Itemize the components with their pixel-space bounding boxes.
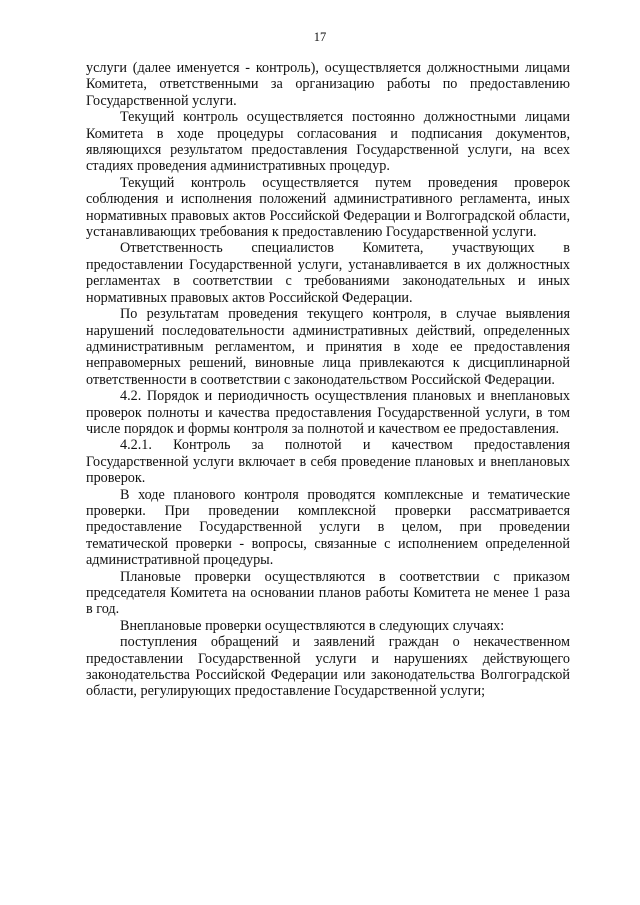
- paragraph: Ответственность специалистов Комитета, участвующих в предоставлении Государственной услуги, устанавливается в их должностных регламентах в соответствии с требованиями законодательных и иных нормативных правовых актов Российской Федерации.: [86, 240, 570, 306]
- paragraph: Текущий контроль осуществляется постоянно должностными лицами Комитета в ходе процедуры согласования и подписания документов, являющихся результатом предоставления Государственной услуги, на всех стадиях проведения административных процедур.: [86, 109, 570, 175]
- paragraph: Внеплановые проверки осуществляются в следующих случаях:: [120, 617, 505, 634]
- paragraph: В ходе планового контроля проводятся комплексные и тематические проверки. При проведении комплексной проверки рассматривается предоставление Государственной услуги в целом, при проведении тематической проверки - вопросы, связанные с исполнением определенной административной процедуры.: [86, 486, 570, 569]
- paragraph: По результатам проведения текущего контроля, в случае выявления нарушений последовательности административных действий, определенных административным регламентом, и принятия в ходе ее предоставления неправомерных решений, виновные лица привлекаются к дисциплинарной ответственности в соответствии с законодательством Российской Федерации.: [86, 306, 570, 388]
- paragraph: Текущий контроль осуществляется путем проведения проверок соблюдения и исполнения положений административного регламента, иных нормативных правовых актов Российской Федерации и Волгоградской области, устанавливающих требования к предоставлению Государственной услуги.: [86, 174, 570, 241]
- page-number: 17: [313, 30, 327, 44]
- body-text: [86, 60, 570, 700]
- paragraph: 4.2. Порядок и периодичность осуществления плановых и внеплановых проверок полноты и качества предоставления Государственной услуги, в том числе порядок и формы контроля за полнотой и качеством ее предоставления.: [86, 388, 570, 437]
- paragraph: Плановые проверки осуществляются в соответствии с приказом председателя Комитета на основании планов работы Комитета не менее 1 раза в год.: [86, 568, 570, 618]
- paragraph: 4.2.1. Контроль за полнотой и качеством предоставления Государственной услуги включает в себя проведение плановых и внеплановых проверок.: [86, 437, 570, 487]
- paragraph: услуги (далее именуется - контроль), осуществляется должностными лицами Комитета, ответственными за организацию работы по предоставлению Государственной услуги.: [86, 60, 570, 109]
- paragraph: поступления обращений и заявлений граждан о некачественном предоставлении Государственной услуги и нарушениях действующего законодательства Российской Федерации или законодательства Волгоградской области, регулирующих предоставление Государственной услуги;: [86, 634, 570, 700]
